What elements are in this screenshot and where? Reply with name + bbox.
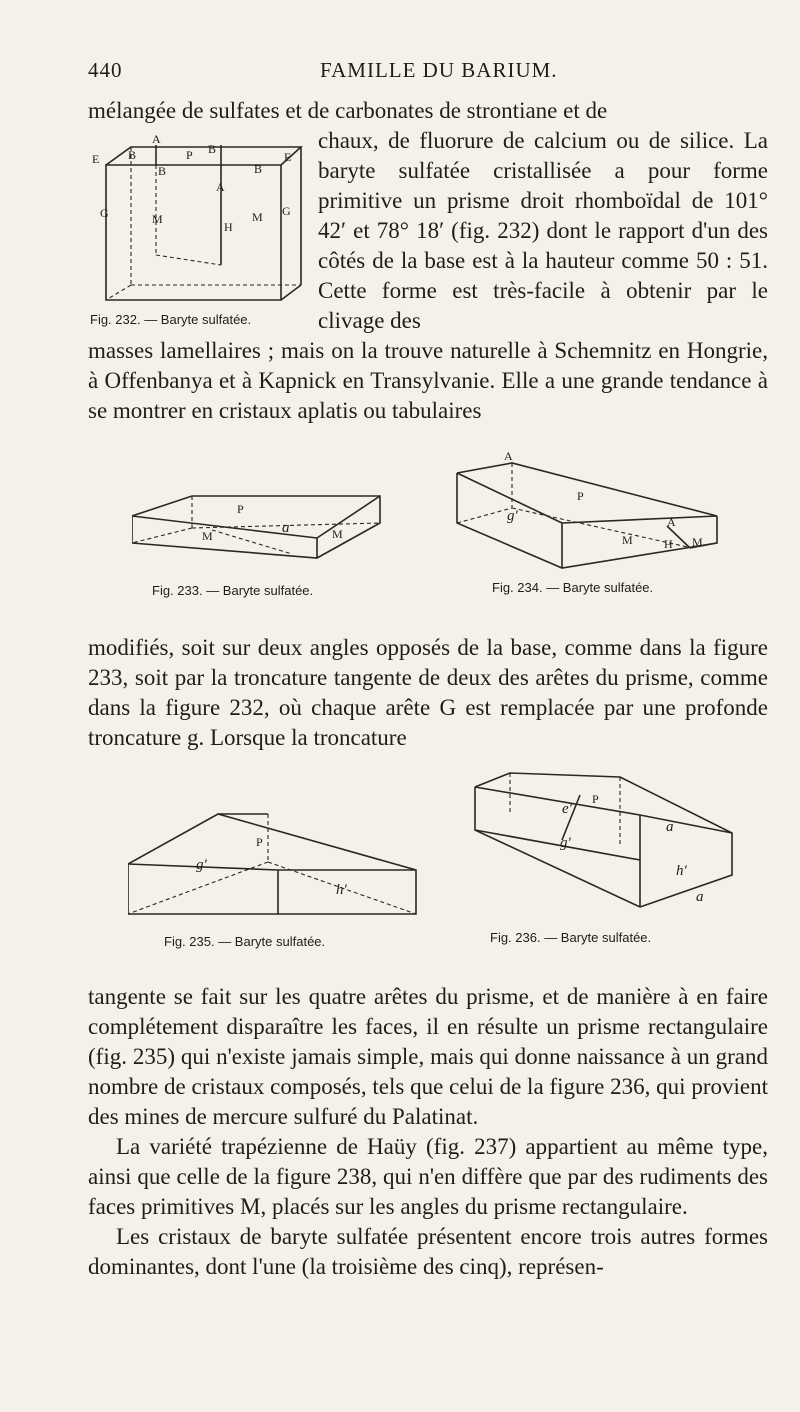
fig235-label-p: P xyxy=(256,835,263,849)
paragraph-4: La variété trapézienne de Haüy (fig. 237) appartient au même type, ainsi que celle de la figure 238, qui n'en diffère que par des rudiments des faces primitives M, placés sur les angles du prisme rectangulaire. xyxy=(88,1134,768,1219)
fig233-label-m: M xyxy=(202,529,213,543)
fig232-label-m2: M xyxy=(252,210,263,224)
figure-233 xyxy=(132,488,382,573)
fig232-label-m: M xyxy=(152,212,163,226)
fig236-label-g: g' xyxy=(560,835,571,851)
fig235-label-g: g' xyxy=(196,857,207,873)
paragraph-3: tangente se fait sur les quatre arêtes du prisme, et de manière à en faire complétement disparaître les faces, il en résulte un prisme rectangulaire (fig. 235) qui n'existe jamais simple, mais qui donne naissance à un grand nombre de cristaux composés, tels que celui de la figure 236, qui provient des mines de mercure sulfuré du Palatinat. xyxy=(88,984,768,1129)
fig233-label-m2: M xyxy=(332,527,343,541)
fig232-label-b2: B xyxy=(208,142,217,156)
fig234-label-g: g' xyxy=(507,508,518,524)
fig233-label-a: a xyxy=(282,520,290,536)
fig234-label-h: H xyxy=(664,537,673,551)
caption-fig-235: Fig. 235. — Baryte sulfatée. xyxy=(164,934,326,949)
fig232-label-b: B xyxy=(128,148,137,162)
fig232-label-g2: G xyxy=(282,204,291,218)
fig234-label-m2: M xyxy=(692,535,703,549)
caption-fig-233: Fig. 233. — Baryte sulfatée. xyxy=(152,583,314,598)
fig234-label-a2: A xyxy=(667,515,676,529)
paragraph-1-rest: masses lamellaires ; mais on la trouve naturelle à Schemnitz en Hongrie, à Offenbanya et à Kapnick en Transylvanie. Elle a une grande tendance à se montrer en cristaux aplatis ou tabulaires xyxy=(88,338,768,423)
paragraph-1-first-line: mélangée de sulfates et de carbonates de strontiane et de xyxy=(88,98,608,123)
fig232-label-b4: B xyxy=(254,162,263,176)
figure-234 xyxy=(452,448,732,573)
fig232-label-h: H xyxy=(224,220,233,234)
fig232-label-g: G xyxy=(100,206,109,220)
fig232-label-e: E xyxy=(92,152,100,166)
fig235-label-h: h' xyxy=(336,882,347,898)
running-header: FAMILLE DU BARIUM. xyxy=(320,58,558,82)
fig234-label-m: M xyxy=(622,533,633,547)
caption-fig-234: Fig. 234. — Baryte sulfatée. xyxy=(492,580,654,595)
fig236-label-a: a xyxy=(666,819,674,835)
fig236-label-h: h' xyxy=(676,863,687,879)
fig232-label-p: P xyxy=(186,148,193,162)
fig232-label-b3: B xyxy=(158,164,167,178)
caption-fig-232: Fig. 232. — Baryte sulfatée. xyxy=(90,312,252,327)
figure-232 xyxy=(86,135,311,305)
fig236-label-e: e' xyxy=(562,801,572,817)
caption-fig-236: Fig. 236. — Baryte sulfatée. xyxy=(490,930,652,945)
figure-235 xyxy=(128,804,418,924)
page-number: 440 xyxy=(88,58,123,82)
figure-236 xyxy=(470,765,740,915)
fig232-label-a2: A xyxy=(216,180,225,194)
fig232-label-e2: E xyxy=(284,150,292,164)
fig234-label-p: P xyxy=(577,489,584,503)
fig236-label-a2: a xyxy=(696,889,704,905)
paragraph-1-side: chaux, de fluorure de calcium ou de silice. La baryte sulfatée cristallisée a pour forme primitive un prisme droit rhomboïdal de 101° 42′ et 78° 18′ (fig. 232) dont le rapport d'un des côtés de la base est à la hauteur comme 50 : 51. Cette forme est très-facile à obtenir par le clivage des xyxy=(318,128,768,333)
text-block-3 xyxy=(88,982,768,1282)
paragraph-5: Les cristaux de baryte sulfatée présentent encore trois autres formes dominantes, dont l'une (la troisième des cinq), représen- xyxy=(88,1224,768,1279)
fig236-label-p: P xyxy=(592,792,599,806)
fig233-label-p: P xyxy=(237,502,244,516)
paragraph-2: modifiés, soit sur deux angles opposés de la base, comme dans la figure 233, soit par la troncature tangente de deux des arêtes du prisme, comme dans la figure 232, où chaque arête G est remplacée par une profonde troncature g. Lorsque la troncature xyxy=(88,635,768,750)
fig234-label-a: A xyxy=(504,449,513,463)
fig232-label-a: A xyxy=(152,135,161,146)
